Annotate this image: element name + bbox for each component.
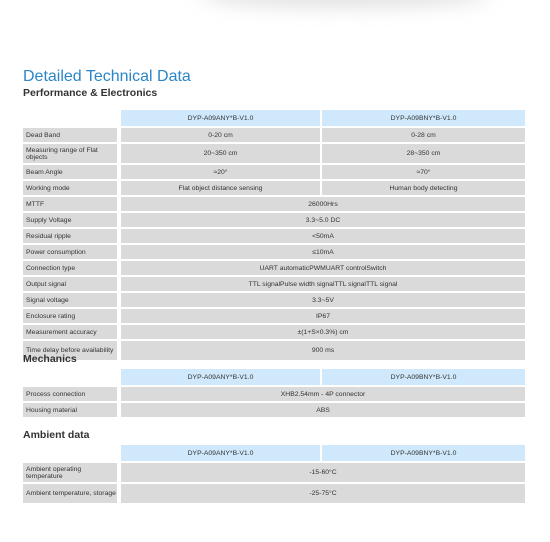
table-row	[23, 144, 525, 163]
table-row	[23, 387, 525, 401]
row-label: Measurement accuracy	[23, 325, 117, 339]
table-row	[23, 293, 525, 307]
page-title: Detailed Technical Data	[23, 68, 191, 85]
row-label: Output signal	[23, 277, 117, 291]
row-value: XHB2.54mm - 4P connector	[121, 387, 525, 401]
table-row	[23, 197, 525, 211]
table-row	[23, 213, 525, 227]
performance-table	[23, 110, 525, 362]
row-value: IP67	[121, 309, 525, 323]
row-label: Residual ripple	[23, 229, 117, 243]
row-label: Dead Band	[23, 128, 117, 142]
row-value: ABS	[121, 403, 525, 417]
row-value-group	[121, 277, 525, 291]
row-value: 900 ms	[121, 341, 525, 360]
row-label: Housing material	[23, 403, 117, 417]
row-label: Enclosure rating	[23, 309, 117, 323]
column-header-b: DYP-A09BNY*B-V1.0	[322, 445, 525, 461]
table-row	[23, 341, 525, 360]
table-row	[23, 165, 525, 179]
table-row	[23, 403, 525, 417]
section-title-mechanics: Mechanics	[23, 353, 77, 365]
table-row	[23, 261, 525, 275]
row-value: Pulse width signal	[280, 280, 335, 288]
row-label: Measuring range of Flat objects	[23, 144, 117, 163]
row-value: ±(1+S×0.3%) cm	[121, 325, 525, 339]
table-row	[23, 325, 525, 339]
table-row	[23, 484, 525, 503]
row-value: Human body detecting	[322, 181, 525, 195]
column-header-b: DYP-A09BNY*B-V1.0	[322, 110, 525, 126]
row-value-group	[121, 261, 525, 275]
row-label: Time delay before availability	[23, 341, 117, 360]
row-value: TTL signal	[248, 280, 281, 288]
table-row	[23, 277, 525, 291]
row-value: ≤10mA	[121, 245, 525, 259]
row-value: Flat object distance sensing	[121, 181, 320, 195]
column-header-a: DYP-A09ANY*B-V1.0	[121, 369, 320, 385]
column-header-a: DYP-A09ANY*B-V1.0	[121, 445, 320, 461]
mechanics-table	[23, 369, 525, 419]
row-value: TTL signal	[365, 280, 398, 288]
row-value: 0-28 cm	[322, 128, 525, 142]
row-value: PWM	[309, 264, 326, 272]
row-value: TTL signal	[334, 280, 366, 288]
table-row	[23, 309, 525, 323]
row-value: Switch	[366, 264, 387, 272]
table-row	[23, 229, 525, 243]
table-row	[23, 245, 525, 259]
row-label: Power consumption	[23, 245, 117, 259]
row-label: Process connection	[23, 387, 117, 401]
row-value: 3.3~5.0 DC	[121, 213, 525, 227]
row-value: <50mA	[121, 229, 525, 243]
row-value: -15-60°C	[121, 463, 525, 482]
table-header-row	[23, 445, 525, 461]
row-label: Connection type	[23, 261, 117, 275]
column-header-a: DYP-A09ANY*B-V1.0	[121, 110, 320, 126]
row-value: -25-75°C	[121, 484, 525, 503]
section-title-ambient: Ambient data	[23, 429, 90, 441]
row-value: 0-20 cm	[121, 128, 320, 142]
row-value: UART automatic	[259, 264, 310, 272]
row-label: Supply Voltage	[23, 213, 117, 227]
column-header-b: DYP-A09BNY*B-V1.0	[322, 369, 525, 385]
table-header-row	[23, 110, 525, 126]
top-shadow	[200, 0, 490, 8]
row-value: 20~350 cm	[121, 144, 320, 163]
table-header-row	[23, 369, 525, 385]
row-label: Beam Angle	[23, 165, 117, 179]
row-value: ≈70°	[322, 165, 525, 179]
row-value: UART control	[325, 264, 367, 272]
row-value: 28~350 cm	[322, 144, 525, 163]
table-row	[23, 128, 525, 142]
row-label: MTTF	[23, 197, 117, 211]
row-value: 26000Hrs	[121, 197, 525, 211]
table-row	[23, 463, 525, 482]
row-label: Ambient operating temperature	[23, 463, 117, 482]
table-row	[23, 181, 525, 195]
row-label: Ambient temperature, storage	[23, 484, 117, 503]
page-subtitle: Performance & Electronics	[23, 87, 158, 99]
ambient-table	[23, 445, 525, 505]
row-label: Signal voltage	[23, 293, 117, 307]
row-value: ≈20°	[121, 165, 320, 179]
row-label: Working mode	[23, 181, 117, 195]
row-value: 3.3~5V	[121, 293, 525, 307]
